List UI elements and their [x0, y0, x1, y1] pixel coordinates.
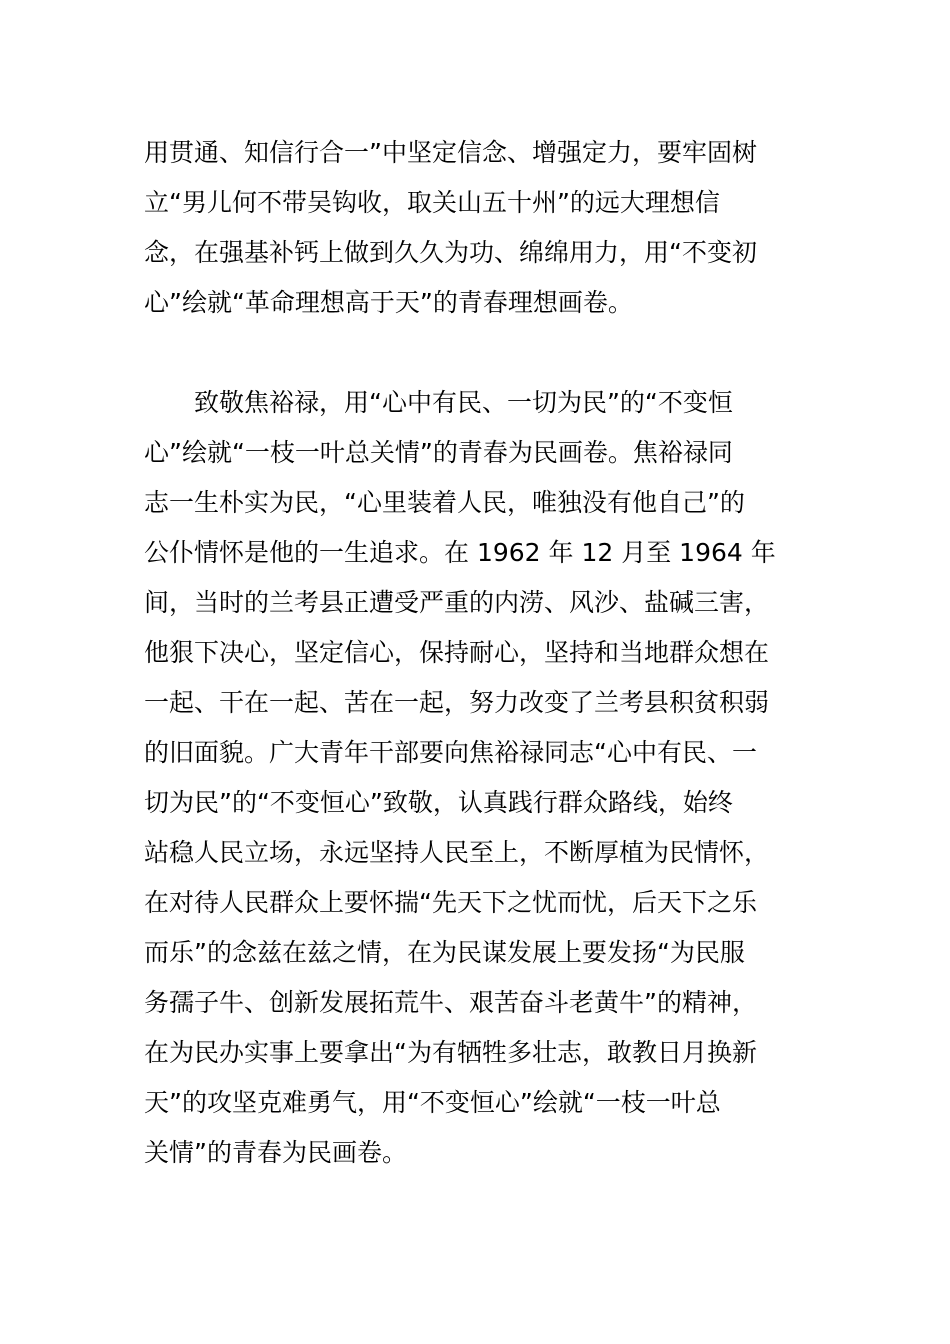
text-line: 而乐”的念兹在兹之情，在为民谋发展上要发扬“为民服 [144, 938, 745, 967]
text-line: 一起、干在一起、苦在一起，努力改变了兰考县积贫积弱 [144, 688, 770, 717]
paragraph-2 [144, 378, 808, 1178]
text-line: 用贯通、知信行合一”中坚定信念、增强定力，要牢固树 [144, 138, 757, 167]
text-line: 务孺子牛、创新发展拓荒牛、艰苦奋斗老黄牛”的精神， [144, 988, 757, 1017]
text-line: 在为民办实事上要拿出“为有牺牲多壮志，敢教日月换新 [144, 1038, 757, 1067]
text-line: 间，当时的兰考县正遭受严重的内涝、风沙、盐碱三害， [144, 588, 770, 617]
text-line: 关情”的青春为民画卷。 [144, 1138, 407, 1167]
text-line: 志一生朴实为民，“心里装着人民，唯独没有他自己”的 [144, 488, 745, 517]
text-line: 在对待人民群众上要怀揣“先天下之忧而忧，后天下之乐 [144, 888, 757, 917]
text-line: 心”绘就“一枝一叶总关情”的青春为民画卷。焦裕禄同 [144, 438, 733, 467]
text-line: 他狠下决心，坚定信心，保持耐心，坚持和当地群众想在 [144, 638, 770, 667]
paragraph-spacer [144, 328, 808, 378]
text-line: 站稳人民立场，永远坚持人民至上，不断厚植为民情怀， [144, 838, 770, 867]
text-line: 心”绘就“革命理想高于天”的青春理想画卷。 [144, 288, 633, 317]
text-line: 公仆情怀是他的一生追求。在 1962 年 12 月至 1964 年 [144, 538, 776, 567]
text-line: 切为民”的“不变恒心”致敬，认真践行群众路线，始终 [144, 788, 733, 817]
document-body [144, 128, 808, 1178]
text-line: 致敬焦裕禄，用“心中有民、一切为民”的“不变恒 [144, 388, 733, 417]
paragraph-1 [144, 128, 808, 328]
text-line: 立“男儿何不带吴钩收，取关山五十州”的远大理想信 [144, 188, 720, 217]
text-line: 的旧面貌。广大青年干部要向焦裕禄同志“心中有民、一 [144, 738, 757, 767]
text-line: 念，在强基补钙上做到久久为功、绵绵用力，用“不变初 [144, 238, 757, 267]
text-line: 天”的攻坚克难勇气，用“不变恒心”绘就“一枝一叶总 [144, 1088, 721, 1117]
